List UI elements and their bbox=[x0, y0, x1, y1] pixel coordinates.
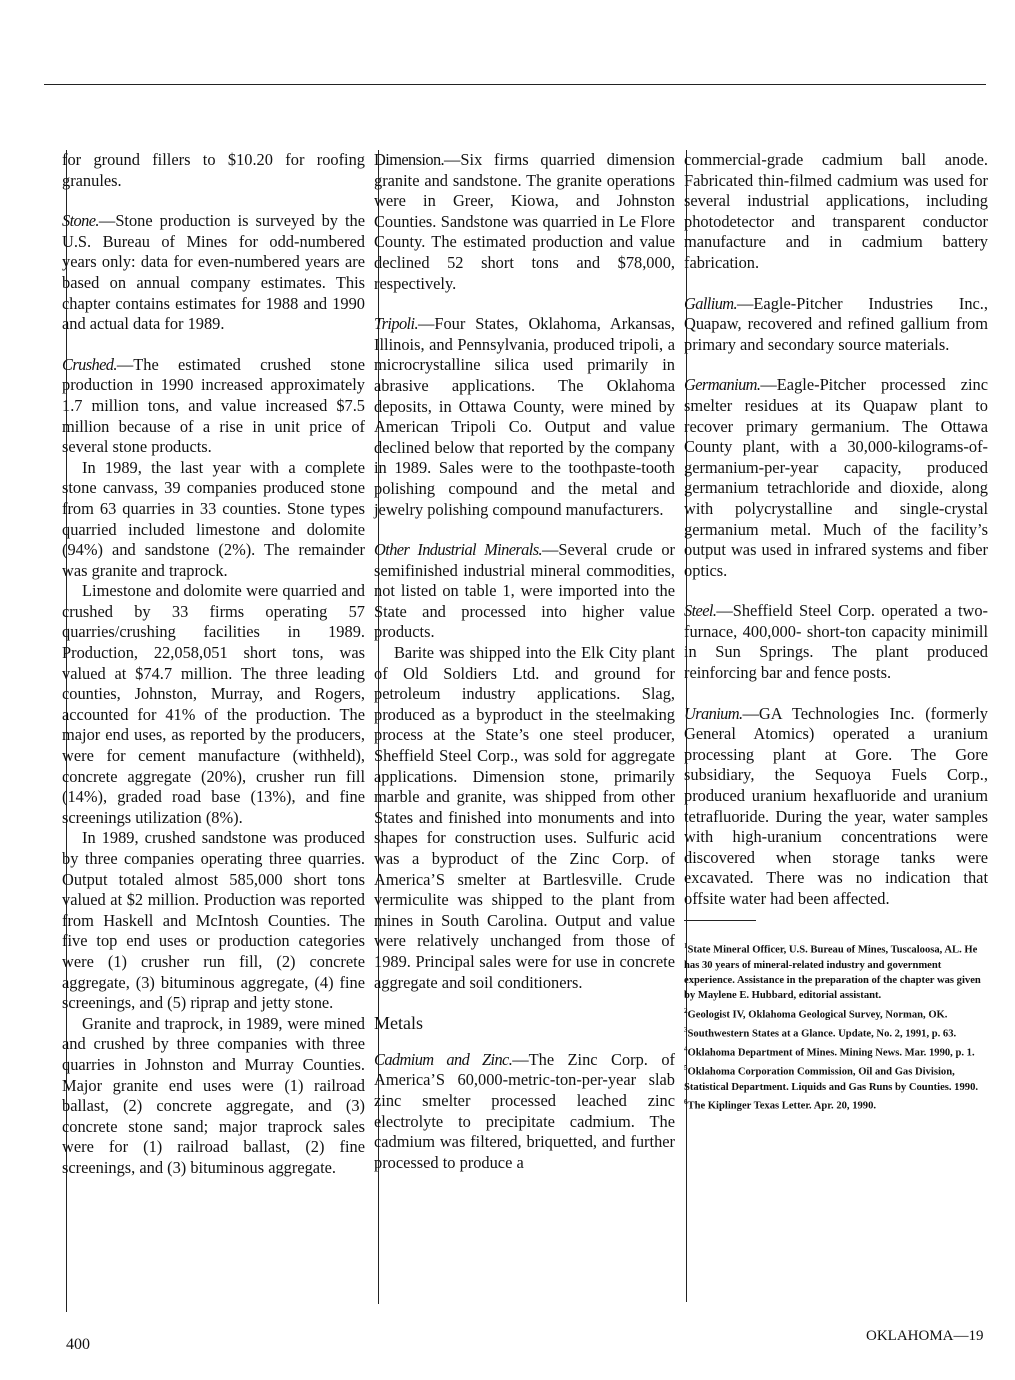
footnote-mark: 5 bbox=[684, 1063, 688, 1072]
paragraph: Limestone and dolomite were quarried and crushed by 33 firms operating 57 quarries/crushing facilities in 1989. Production, 22,058,051 short tons, was valued at $74.7 million. The three leading counties, Johnston, Murray, and Rogers, accounted for 41% of the production. The major end uses, as reported by the producers, were for cement manufacture (withheld), concrete aggregate (20%), crusher run fill (14%), graded road base (13%), and fine screenings utilization (8%). bbox=[62, 581, 365, 827]
footnote-text: Southwestern States at a Glance. Update, No. 2, 1991, p. 63. bbox=[687, 1028, 957, 1040]
footnote-text: Oklahoma Corporation Commission, Oil and Gas Division, Statistical Department. Liquids and Gas Runs by Counties. 1990. bbox=[684, 1066, 979, 1093]
footnote-text: Oklahoma Department of Mines. Mining News. Mar. 1990, p. 1. bbox=[687, 1047, 975, 1059]
cadmium-section bbox=[374, 1050, 675, 1174]
column-2 bbox=[374, 150, 675, 1173]
uranium-section bbox=[684, 704, 988, 910]
footnote bbox=[684, 939, 988, 1004]
section-heading: Germanium. bbox=[684, 375, 761, 395]
section-heading: Dimension. bbox=[374, 150, 445, 169]
dimension-section bbox=[374, 150, 675, 294]
footnote bbox=[684, 1042, 988, 1061]
footnote-mark: 4 bbox=[684, 1044, 688, 1053]
other-minerals-section bbox=[374, 540, 675, 643]
section-text: —The estimated crushed stone production in 1990 increased approximately 1.7 million tons, and value increased $7.5 million because of a rise in unit price of several stone products. bbox=[62, 354, 365, 457]
footnote-mark: 3 bbox=[684, 1025, 688, 1034]
page-number: 400 bbox=[66, 1336, 90, 1353]
footnote-mark: 6 bbox=[684, 1097, 688, 1106]
crushed-section bbox=[62, 355, 365, 458]
section-heading: Crushed. bbox=[62, 354, 117, 374]
paragraph: Granite and traprock, in 1989, were mined and crushed by three companies with three quarries in Johnston and Murray Counties. Major granite end uses were (1) railroad ballast, (2) concrete aggregate, and (3) concrete stone sand; major traprock sales were for (1) railroad ballast, (2) fine screenings, and (3) bituminous aggregate. bbox=[62, 1013, 365, 1177]
metals-heading: Metals bbox=[374, 1013, 423, 1034]
section-text: —Eagle-Pitcher Industries Inc., Quapaw, recovered and refined gallium from primary and secondary source materials. bbox=[684, 293, 988, 354]
steel-section bbox=[684, 601, 988, 683]
section-heading: Tripoli. bbox=[374, 314, 418, 334]
section-heading: Other Industrial Minerals. bbox=[374, 540, 542, 560]
column-3 bbox=[684, 150, 988, 1114]
section-heading: Uranium. bbox=[684, 703, 743, 723]
footnote-mark: 1 bbox=[684, 941, 688, 950]
paragraph: commercial-grade cadmium ball anode. Fabricated thin-filmed cadmium was used for several industrial applications, including photodetector and transparent conductor manufacture and in cadmium battery fabrication. bbox=[684, 150, 988, 272]
footnote bbox=[684, 1095, 988, 1114]
footnote-text: Geologist IV, Oklahoma Geological Survey, Norman, OK. bbox=[687, 1009, 948, 1021]
footnote-rule bbox=[684, 920, 756, 921]
section-text: —GA Technologies Inc. (formerly General Atomics) operated a uranium processing plant at Gore. The Gore subsidiary, the Sequoya Fuels Corp., produced uranium hexafluoride and uranium tetrafluoride. During the year, water samples with high-uranium concentrations were discovered when storage tanks were excavated. There was no indication that offsite water had been affected. bbox=[684, 703, 988, 908]
footnote bbox=[684, 1023, 988, 1042]
footnote bbox=[684, 1061, 988, 1095]
section-heading: Steel. bbox=[684, 601, 717, 621]
column-1 bbox=[62, 150, 365, 1179]
section-text: —Four States, Oklahoma, Arkansas, Illinois, and Pennsylvania, produced tripoli, a microcrystalline silica used primarily in abrasive applications. The Oklahoma deposits, in Ottawa County, were mined by American Tripoli Co. Output and value declined below that reported by the company in 1989. Sales were to the toothpaste-tooth polishing compound and the metal and jewelry polishing compound manufacturers. bbox=[374, 314, 675, 519]
paragraph: for ground fillers to $10.20 for roofing granules. bbox=[62, 150, 365, 190]
section-text: —Six firms quarried dimension granite and sandstone. The granite operations were in Greer, Kiowa, and Johnston Counties. Sandstone was quarried in Le Flore County. The estimated production and value declined 52 short tons and $78,000, respectively. bbox=[374, 150, 675, 293]
running-footer: OKLAHOMA—19 bbox=[866, 1328, 984, 1344]
top-rule bbox=[44, 84, 986, 85]
tripoli-section bbox=[374, 314, 675, 520]
section-text: —Stone production is surveyed by the U.S. Bureau of Mines for odd-numbered years only: data for even-numbered years are based on annual company estimates. This chapter contains estimates for 1988 and 1990 and actual data for 1989. bbox=[62, 211, 365, 334]
footnotes bbox=[684, 939, 988, 1114]
section-text: —Sheffield Steel Corp. operated a two-furnace, 400,000- short-ton capacity minimill in Sun Springs. The plant produced reinforcing bar and fence posts. bbox=[684, 601, 988, 683]
paragraph: Barite was shipped into the Elk City plant of Old Soldiers Ltd. and ground for petroleum industry applications. Slag, produced as a byproduct in the steelmaking process at the State’s one steel producer, Sheffield Steel Corp., was sold for aggregate applications. Dimension stone, primarily marble and granite, was shipped from other States and finished into monuments and into shapes for construction uses. Sulfuric acid was a byproduct of the Zinc Corp. of America’S smelter at Bartlesville. Crude vermiculite was shipped to the plant from mines in South Carolina. Output and value were relatively unchanged from those of 1989. Principal sales were for use in concrete aggregate and soil conditioners. bbox=[374, 643, 675, 992]
paragraph: In 1989, crushed sandstone was produced by three companies operating three quarries. Output totaled almost 585,000 short tons valued at $2 million. Production was reported from Haskell and McIntosh Counties. The five top end uses or production categories were (1) crusher run fill, (2) concrete aggregate, (3) bituminous aggregate, (4) fine screenings, and (5) riprap and jetty stone. bbox=[62, 828, 365, 1013]
germanium-section bbox=[684, 375, 988, 581]
section-heading: Cadmium and Zinc. bbox=[374, 1049, 513, 1069]
footnote bbox=[684, 1004, 988, 1023]
section-heading: Gallium. bbox=[684, 293, 738, 313]
section-text: —Several crude or semifinished industrial mineral commodities, not listed on table 1, were imported into the State and processed into higher value products. bbox=[374, 540, 675, 642]
footnote-mark: 2 bbox=[684, 1006, 688, 1015]
paragraph: In 1989, the last year with a complete stone canvass, 39 companies produced stone from 63 quarries in 33 counties. Stone types quarried included limestone and dolomite (94%) and sandstone (2%). The remainder was granite and traprock. bbox=[62, 457, 365, 580]
section-text: —Eagle-Pitcher processed zinc smelter residues at its Quapaw plant to recover primary germanium. The Ottawa County plant, with a 30,000-kilograms-of-germanium-per-year capacity, produced germanium tetrachloride and dioxide, along with polycrystalline and single-crystal germanium metal. Much of the facility’s output was used in infrared systems and fiber optics. bbox=[684, 375, 988, 580]
footnote-text: State Mineral Officer, U.S. Bureau of Mines, Tuscaloosa, AL. He has 30 years of mineral-related industry and government experience. Assistance in the preparation of the chapter was given by Maylene E. Hubbard, editorial assistant. bbox=[684, 944, 981, 1002]
gallium-section bbox=[684, 294, 988, 356]
section-heading: Stone. bbox=[62, 211, 99, 231]
section-text: —The Zinc Corp. of America’S 60,000-metric-ton-per-year slab zinc smelter processed leached zinc electrolyte to precipitate cadmium. The cadmium was filtered, briquetted, and further processed to produce a bbox=[374, 1049, 675, 1172]
footnote-text: The Kiplinger Texas Letter. Apr. 20, 1990. bbox=[687, 1100, 877, 1112]
stone-section bbox=[62, 211, 365, 335]
